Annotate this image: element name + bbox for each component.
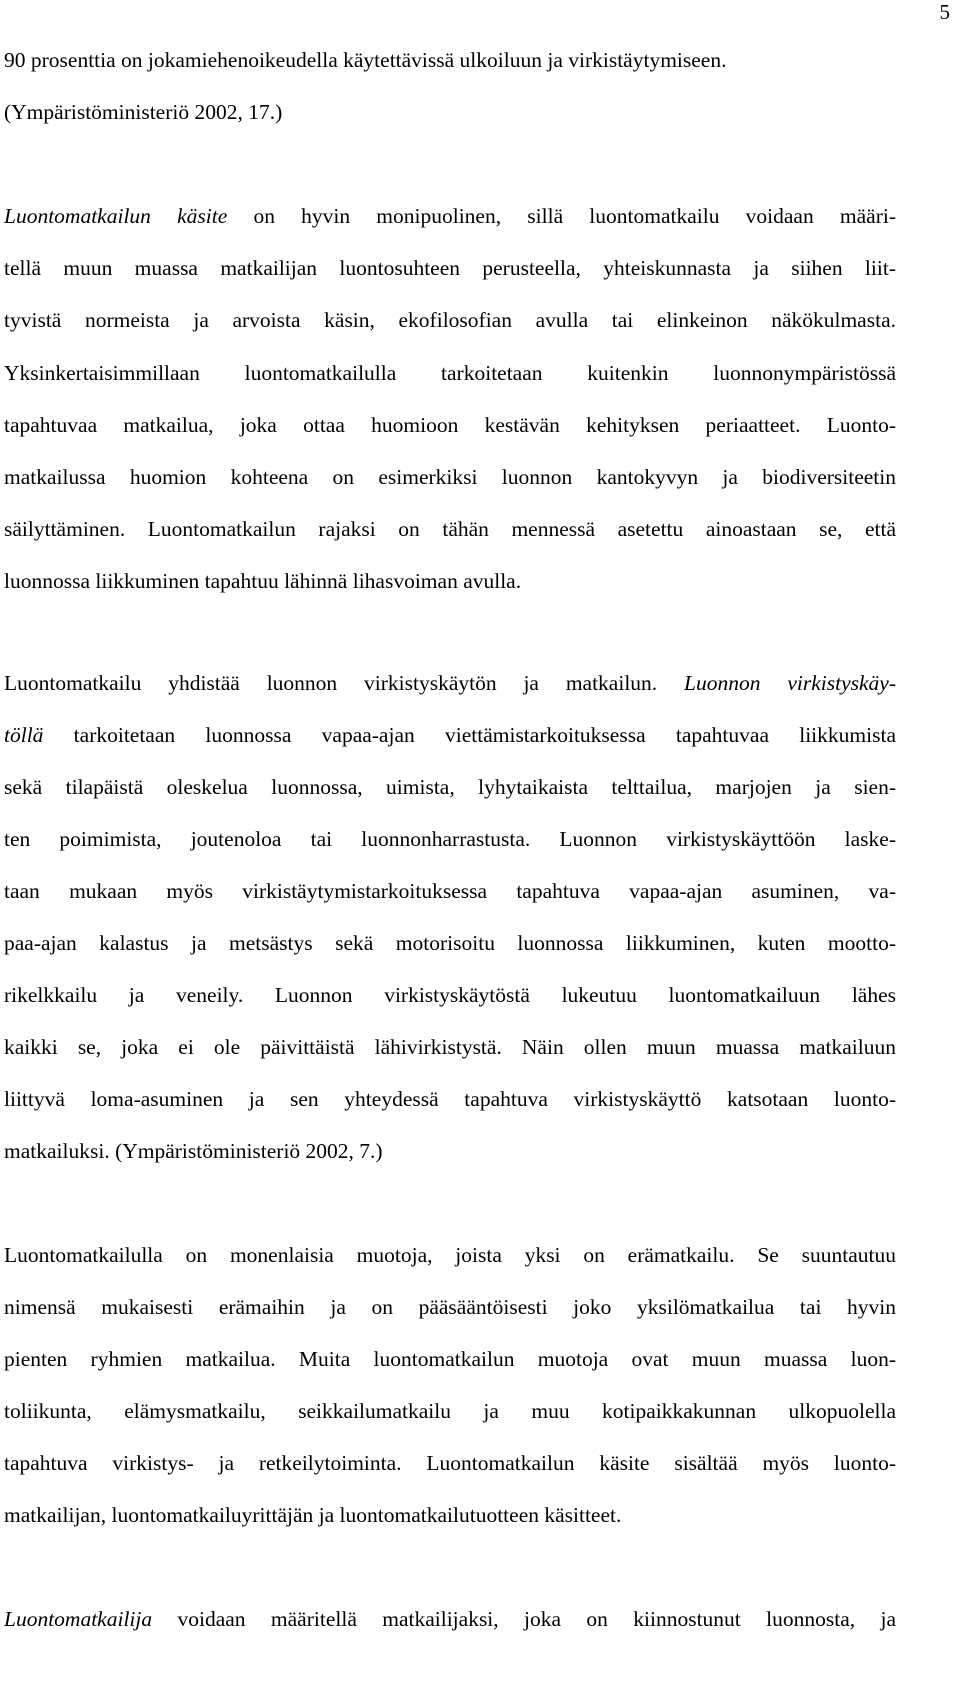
- text-line: [4, 1245, 896, 1267]
- line-text: pienten ryhmien matkailua. Muita luontomatkailun muotoja ovat muun muassa luon-: [4, 1347, 896, 1371]
- page-number: 5: [939, 0, 950, 24]
- text-line: [4, 777, 896, 799]
- text-line: [4, 571, 896, 593]
- line-text: kaikki se, joka ei ole päivittäistä lähivirkistystä. Näin ollen muun muassa matkailuun: [4, 1035, 896, 1059]
- text-line: [4, 206, 896, 228]
- text-line: [4, 415, 896, 437]
- line-text: matkailuksi. (Ympäristöministeriö 2002, 7.): [4, 1139, 383, 1163]
- emphasized-term: Luontomatkailun käsite: [4, 204, 228, 228]
- line-text: luonnossa liikkuminen tapahtuu lähinnä lihasvoiman avulla.: [4, 569, 522, 593]
- emphasized-term: Luonnon virkistyskäy-: [684, 671, 896, 695]
- line-text: taan mukaan myös virkistäytymistarkoituksessa tapahtuva vapaa-ajan asuminen, va-: [4, 879, 896, 903]
- emphasized-term: Luontomatkailija: [4, 1607, 153, 1631]
- line-text: on hyvin monipuolinen, sillä luontomatkailu voidaan määri-: [227, 204, 897, 228]
- text-line: [4, 1453, 896, 1475]
- line-text: nimensä mukaisesti erämaihin ja on pääsääntöisesti joko yksilömatkailua tai hyvin: [4, 1295, 896, 1319]
- text-line: [4, 258, 896, 280]
- line-text: Luontomatkailulla on monenlaisia muotoja, joista yksi on erämatkailu. Se suuntautuu: [4, 1243, 896, 1267]
- line-text: Yksinkertaisimmillaan luontomatkailulla tarkoitetaan kuitenkin luonnonympäristössä: [4, 361, 896, 385]
- text-line: [4, 1609, 896, 1631]
- line-text: rikelkkailu ja veneily. Luonnon virkistyskäytöstä lukeutuu luontomatkailuun lähes: [4, 983, 896, 1007]
- text-line: [4, 881, 896, 903]
- line-text: toliikunta, elämysmatkailu, seikkailumatkailu ja muu kotipaikkakunnan ulkopuolella: [4, 1399, 896, 1423]
- emphasized-term: töllä: [4, 723, 44, 747]
- line-text: liittyvä loma-asuminen ja sen yhteydessä tapahtuva virkistyskäyttö katsotaan luonto-: [4, 1087, 896, 1111]
- line-text: tellä muun muassa matkailijan luontosuhteen perusteella, yhteiskunnasta ja siihen liit-: [4, 256, 896, 280]
- text-line: [4, 363, 896, 385]
- text-line: [4, 310, 896, 332]
- text-line: [4, 933, 896, 955]
- text-line: [4, 985, 896, 1007]
- text-line: [4, 1349, 896, 1371]
- text-line: [4, 673, 896, 695]
- line-text: (Ympäristöministeriö 2002, 17.): [4, 100, 283, 124]
- text-line: [4, 50, 896, 72]
- text-line: [4, 519, 896, 541]
- text-line: [4, 1141, 896, 1163]
- line-text: Luontomatkailu yhdistää luonnon virkistyskäytön ja matkailun.: [4, 671, 685, 695]
- line-text: tapahtuvaa matkailua, joka ottaa huomioon kestävän kehityksen periaatteet. Luonto-: [4, 413, 896, 437]
- line-text: tarkoitetaan luonnossa vapaa-ajan viettämistarkoituksessa tapahtuvaa liikkumista: [43, 723, 896, 747]
- text-line: [4, 1297, 896, 1319]
- text-line: [4, 1401, 896, 1423]
- text-line: [4, 829, 896, 851]
- text-line: [4, 1089, 896, 1111]
- text-line: [4, 725, 896, 747]
- text-line: [4, 467, 896, 489]
- line-text: matkailijan, luontomatkailuyrittäjän ja luontomatkailutuotteen käsitteet.: [4, 1503, 622, 1527]
- line-text: matkailussa huomion kohteena on esimerkiksi luonnon kantokyvyn ja biodiversiteetin: [4, 465, 896, 489]
- text-line: [4, 102, 896, 124]
- line-text: ten poimimista, joutenoloa tai luonnonharrastusta. Luonnon virkistyskäyttöön laske-: [4, 827, 896, 851]
- line-text: tyvistä normeista ja arvoista käsin, ekofilosofian avulla tai elinkeinon näkökulmasta.: [4, 308, 896, 332]
- text-line: [4, 1505, 896, 1527]
- text-line: [4, 1037, 896, 1059]
- line-text: paa-ajan kalastus ja metsästys sekä motorisoitu luonnossa liikkuminen, kuten mootto-: [4, 931, 896, 955]
- line-text: sekä tilapäistä oleskelua luonnossa, uimista, lyhytaikaista telttailua, marjojen ja sien-: [4, 775, 896, 799]
- line-text: 90 prosenttia on jokamiehenoikeudella käytettävissä ulkoiluun ja virkistäytymiseen.: [4, 48, 727, 72]
- line-text: säilyttäminen. Luontomatkailun rajaksi on tähän mennessä asetettu ainoastaan se, että: [4, 517, 896, 541]
- line-text: tapahtuva virkistys- ja retkeilytoiminta. Luontomatkailun käsite sisältää myös luonto-: [4, 1451, 896, 1475]
- line-text: voidaan määritellä matkailijaksi, joka on kiinnostunut luonnosta, ja: [152, 1607, 896, 1631]
